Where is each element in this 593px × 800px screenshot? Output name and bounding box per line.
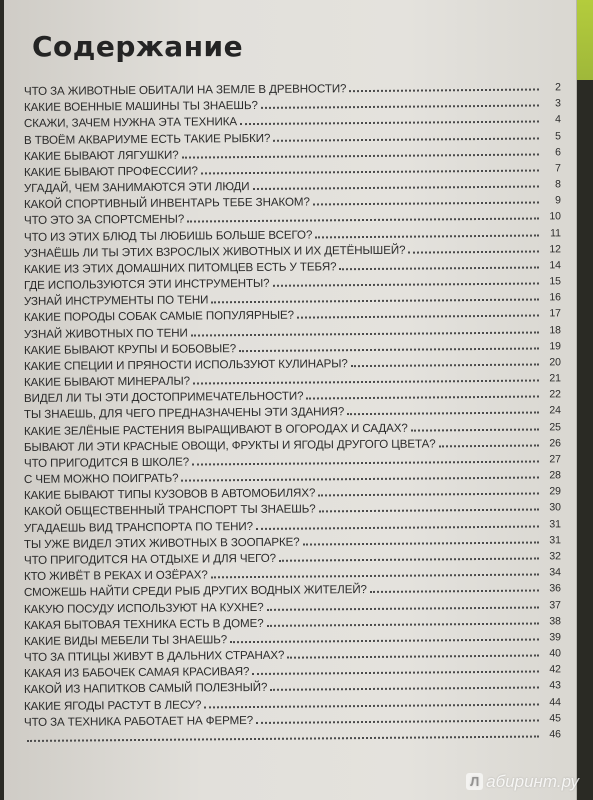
toc-page-number: 27 bbox=[549, 453, 562, 466]
toc-dot-leader bbox=[211, 573, 539, 579]
toc-page-number: 6 bbox=[555, 146, 562, 159]
toc-entry-title: КАКИЕ ВИДЫ МЕБЕЛИ ТЫ ЗНАЕШЬ? bbox=[23, 633, 228, 648]
toc-page-number: 29 bbox=[549, 485, 562, 498]
toc-page-number: 5 bbox=[555, 129, 562, 142]
toc-page-number: 20 bbox=[549, 356, 562, 369]
toc-dot-leader bbox=[191, 330, 539, 336]
toc-page-number: 9 bbox=[555, 194, 562, 207]
table-of-contents bbox=[23, 81, 562, 747]
toc-entry-title: ЧТО ИЗ ЭТИХ БЛЮД ТЫ ЛЮБИШЬ БОЛЬШЕ ВСЕГО? bbox=[23, 228, 313, 244]
toc-dot-leader bbox=[182, 152, 539, 158]
toc-entry-title: КАКАЯ БЫТОВАЯ ТЕХНИКА ЕСТЬ В ДОМЕ? bbox=[23, 616, 264, 632]
toc-dot-leader bbox=[303, 540, 539, 545]
toc-entry-title: КАКИЕ БЫВАЮТ ПРОФЕССИИ? bbox=[23, 164, 198, 179]
toc-dot-leader bbox=[315, 233, 539, 238]
toc-page-number: 22 bbox=[549, 388, 562, 401]
toc-entry-title: КАКИЕ БЫВАЮТ МИНЕРАЛЫ? bbox=[23, 374, 191, 390]
labirint-watermark bbox=[466, 772, 579, 792]
toc-dot-leader bbox=[27, 734, 539, 741]
toc-dot-leader bbox=[273, 136, 539, 141]
toc-entry-title: УЗНАЙ ИНСТРУМЕНТЫ ПО ТЕНИ bbox=[23, 293, 209, 309]
toc-dot-leader bbox=[347, 411, 539, 416]
toc-entry-title: БЫВАЮТ ЛИ ЭТИ КРАСНЫЕ ОВОЩИ, ФРУКТЫ И ЯГОДЫ ДРУГОГО ЦВЕТА? bbox=[23, 437, 436, 454]
toc-page-number: 43 bbox=[549, 679, 562, 692]
toc-entry-title: КАКИЕ БЫВАЮТ ЛЯГУШКИ? bbox=[23, 148, 179, 163]
toc-dot-leader bbox=[252, 670, 539, 676]
toc-entry-title: КАКОЙ ОБЩЕСТВЕННЫЙ ТРАНСПОРТ ТЫ ЗНАЕШЬ? bbox=[23, 502, 316, 519]
toc-dot-leader bbox=[370, 589, 539, 593]
book-page bbox=[4, 0, 577, 800]
toc-entry-title: УЗНАЙ ЖИВОТНЫХ ПО ТЕНИ bbox=[23, 326, 188, 341]
toc-page-number: 2 bbox=[555, 81, 562, 94]
toc-page-number: 38 bbox=[549, 614, 562, 628]
toc-dot-leader bbox=[318, 492, 539, 497]
toc-entry-title: КАКОЙ СПОРТИВНЫЙ ИНВЕНТАРЬ ТЕБЕ ЗНАКОМ? bbox=[23, 195, 310, 212]
toc-page-number: 28 bbox=[549, 469, 562, 482]
toc-page-number: 25 bbox=[549, 420, 562, 434]
toc-entry-title: КАКИЕ БЫВАЮТ КРУПЫ И БОБОВЫЕ? bbox=[23, 341, 237, 357]
toc-entry-title: УЗНАЁШЬ ЛИ ТЫ ЭТИХ ВЗРОСЛЫХ ЖИВОТНЫХ И ИХ ДЕТЁНЫШЕЙ? bbox=[23, 243, 406, 260]
toc-dot-leader bbox=[339, 265, 539, 270]
toc-entry-title: КАКИЕ ВОЕННЫЕ МАШИНЫ ТЫ ЗНАЕШЬ? bbox=[23, 99, 258, 115]
toc-page-number: 4 bbox=[555, 113, 562, 126]
toc-entry-title: ЧТО ПРИГОДИТСЯ НА ОТДЫХЕ И ДЛЯ ЧЕГО? bbox=[23, 551, 277, 567]
toc-page-number: 31 bbox=[549, 517, 562, 531]
labirint-logo-icon: Л bbox=[466, 773, 483, 790]
toc-page-number: 45 bbox=[549, 712, 562, 725]
toc-page-number: 19 bbox=[549, 340, 562, 353]
toc-page-number: 7 bbox=[555, 162, 562, 175]
toc-dot-leader bbox=[256, 718, 539, 723]
toc-dot-leader bbox=[439, 443, 539, 447]
toc-entry-title: ЧТО ЭТО ЗА СПОРТСМЕНЫ? bbox=[23, 212, 185, 228]
toc-page-number: 42 bbox=[549, 663, 562, 676]
toc-dot-leader bbox=[270, 686, 539, 691]
toc-page-number: 14 bbox=[549, 259, 562, 272]
toc-page-number: 46 bbox=[549, 728, 562, 741]
toc-page-number: 15 bbox=[549, 275, 562, 288]
toc-page-number: 17 bbox=[549, 307, 562, 320]
toc-entry-title: ЧТО ЗА ТЕХНИКА РАБОТАЕТ НА ФЕРМЕ? bbox=[23, 713, 254, 729]
toc-entry-title: УГАДАЕШЬ ВИД ТРАНСПОРТА ПО ТЕНИ? bbox=[23, 519, 254, 535]
toc-dot-leader bbox=[273, 282, 540, 287]
toc-dot-leader bbox=[211, 298, 539, 304]
toc-dot-leader bbox=[319, 508, 539, 513]
toc-dot-leader bbox=[193, 379, 539, 385]
toc-page-number: 10 bbox=[549, 210, 562, 223]
toc-entry bbox=[24, 726, 561, 747]
toc-page-number: 12 bbox=[549, 243, 562, 256]
toc-dot-leader bbox=[201, 168, 539, 174]
toc-entry-title: ТЫ УЖЕ ВИДЕЛ ЭТИХ ЖИВОТНЫХ В ЗООПАРКЕ? bbox=[23, 535, 300, 551]
toc-entry-title: ВИДЕЛ ЛИ ТЫ ЭТИ ДОСТОПРИМЕЧАТЕЛЬНОСТИ? bbox=[23, 389, 304, 406]
toc-dot-leader bbox=[351, 362, 539, 367]
toc-page-number: 30 bbox=[549, 501, 562, 514]
toc-page-number: 37 bbox=[549, 598, 562, 611]
toc-page-number: 44 bbox=[549, 695, 562, 708]
toc-dot-leader bbox=[240, 120, 539, 126]
toc-page-number: 8 bbox=[555, 178, 562, 191]
toc-dot-leader bbox=[408, 249, 539, 253]
toc-page-number: 16 bbox=[549, 291, 562, 304]
toc-page-number: 32 bbox=[549, 550, 562, 563]
toc-dot-leader bbox=[256, 524, 539, 529]
toc-dot-leader bbox=[239, 346, 539, 352]
toc-entry-title: СМОЖЕШЬ НАЙТИ СРЕДИ РЫБ ДРУГИХ ВОДНЫХ ЖИТЕЛЕЙ? bbox=[23, 583, 367, 600]
toc-dot-leader bbox=[306, 395, 539, 400]
toc-dot-leader bbox=[267, 621, 539, 626]
toc-page-number: 24 bbox=[549, 404, 562, 417]
toc-page-number: 31 bbox=[549, 534, 562, 547]
toc-dot-leader bbox=[267, 605, 539, 610]
toc-dot-leader bbox=[287, 654, 539, 659]
toc-entry-title: ТЫ ЗНАЕШЬ, ДЛЯ ЧЕГО ПРЕДНАЗНАЧЕНЫ ЭТИ ЗДАНИЯ? bbox=[23, 405, 345, 422]
toc-page-number: 40 bbox=[549, 647, 562, 660]
toc-dot-leader bbox=[297, 314, 539, 319]
toc-entry-title: КАКИЕ ИЗ ЭТИХ ДОМАШНИХ ПИТОМЦЕВ ЕСТЬ У ТЕБЯ? bbox=[23, 260, 337, 276]
toc-page-number: 36 bbox=[549, 582, 562, 595]
toc-page-number: 11 bbox=[550, 226, 562, 239]
toc-dot-leader bbox=[181, 476, 539, 482]
toc-page-number: 18 bbox=[549, 323, 562, 336]
watermark-text: абиринт.ру bbox=[486, 772, 579, 791]
toc-dot-leader bbox=[187, 217, 539, 223]
toc-entry-title: С ЧЕМ МОЖНО ПОИГРАТЬ? bbox=[23, 471, 179, 487]
toc-page-number: 26 bbox=[549, 437, 562, 450]
toc-entry-title: КАКИЕ ЯГОДЫ РАСТУТ В ЛЕСУ? bbox=[23, 697, 202, 713]
toc-entry-title: УГАДАЙ, ЧЕМ ЗАНИМАЮТСЯ ЭТИ ЛЮДИ bbox=[23, 180, 250, 196]
toc-entry-title: КАКИЕ ПОРОДЫ СОБАК САМЫЕ ПОПУЛЯРНЫЕ? bbox=[23, 309, 295, 325]
toc-page-number: 3 bbox=[555, 97, 562, 110]
toc-dot-leader bbox=[279, 556, 539, 561]
toc-dot-leader bbox=[349, 88, 539, 93]
toc-entry-title: ЧТО ЗА ЖИВОТНЫЕ ОБИТАЛИ НА ЗЕМЛЕ В ДРЕВНОСТИ? bbox=[23, 82, 347, 98]
toc-entry-title: ЧТО ПРИГОДИТСЯ В ШКОЛЕ? bbox=[23, 455, 190, 470]
toc-entry-title: ГДЕ ИСПОЛЬЗУЮТСЯ ЭТИ ИНСТРУМЕНТЫ? bbox=[23, 276, 270, 293]
toc-dot-leader bbox=[313, 201, 539, 206]
toc-page-number: 34 bbox=[549, 566, 562, 579]
toc-entry-title: КАКУЮ ПОСУДУ ИСПОЛЬЗУЮТ НА КУХНЕ? bbox=[23, 600, 264, 616]
toc-entry-title: В ТВОЁМ АКВАРИУМЕ ЕСТЬ ТАКИЕ РЫБКИ? bbox=[23, 131, 271, 147]
toc-entry-title: КАКИЕ ЗЕЛЁНЫЕ РАСТЕНИЯ ВЫРАЩИВАЮТ В ОГОРОДАХ И САДАХ? bbox=[23, 421, 408, 438]
toc-entry-title: КАКАЯ ИЗ БАБОЧЕК САМАЯ КРАСИВАЯ? bbox=[23, 665, 250, 681]
toc-entry-title: ЧТО ЗА ПТИЦЫ ЖИВУТ В ДАЛЬНИХ СТРАНАХ? bbox=[23, 648, 285, 665]
toc-dot-leader bbox=[261, 104, 539, 109]
page-title: Содержание bbox=[32, 30, 244, 63]
toc-page-number: 21 bbox=[549, 372, 562, 385]
toc-page-number: 39 bbox=[549, 631, 562, 644]
toc-entry-title: КТО ЖИВЁТ В РЕКАХ И ОЗЁРАХ? bbox=[23, 568, 208, 584]
toc-dot-leader bbox=[204, 702, 539, 708]
toc-dot-leader bbox=[411, 427, 539, 431]
toc-entry-title: СКАЖИ, ЗАЧЕМ НУЖНА ЭТА ТЕХНИКА bbox=[23, 115, 238, 131]
toc-entry-title: КАКОЙ ИЗ НАПИТКОВ САМЫЙ ПОЛЕЗНЫЙ? bbox=[23, 681, 268, 697]
toc-dot-leader bbox=[230, 637, 539, 643]
toc-dot-leader bbox=[192, 459, 539, 465]
toc-entry-title: КАКИЕ БЫВАЮТ ТИПЫ КУЗОВОВ В АВТОМОБИЛЯХ? bbox=[23, 486, 316, 503]
toc-dot-leader bbox=[252, 185, 539, 191]
toc-entry-title: КАКИЕ СПЕЦИИ И ПРЯНОСТИ ИСПОЛЬЗУЮТ КУЛИНАРЫ? bbox=[23, 357, 348, 373]
